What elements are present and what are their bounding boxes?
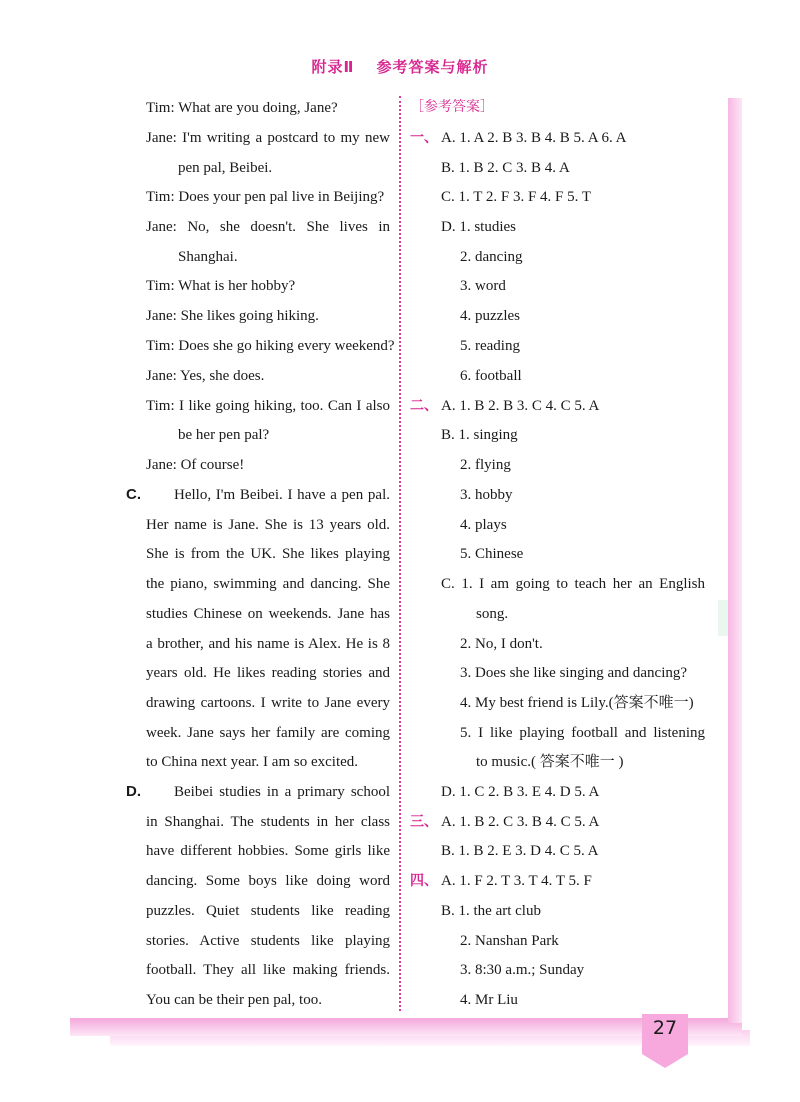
column-divider [399,96,401,1011]
passage-d-line: puzzles. Quiet students like reading [146,903,390,919]
answer-row: 3. word [460,278,506,294]
dialogue-line: Tim: I like going hiking, too. Can I also [146,398,390,414]
answer-row: A. 1. B 2. B 3. C 4. C 5. A [441,398,600,414]
answer-row: 4. My best friend is Lily.(答案不唯一) [460,695,694,711]
answer-row: 2. flying [460,457,511,473]
answer-row: 4. Mr Liu [460,992,518,1008]
dialogue-line: Jane: No, she doesn't. She lives in [146,219,390,235]
passage-d-line: football. They all like making friends. [146,962,390,978]
answer-row: song. [476,606,509,622]
passage-c-line: Hello, I'm Beibei. I have a pen pal. [174,487,390,503]
answer-row: 5. I like playing football and listening [460,725,705,741]
passage-c-line: studies Chinese on weekends. Jane has [146,606,390,622]
page-header [0,56,800,77]
answer-row: B. 1. singing [441,427,518,443]
passage-c-line: the piano, swimming and dancing. She [146,576,390,592]
answer-row: A. 1. A 2. B 3. B 4. B 5. A 6. A [441,130,627,146]
passage-c-line: She is from the UK. She likes playing [146,546,390,562]
answer-row: 3. 8:30 a.m.; Sunday [460,962,585,978]
answer-row: 2. No, I don't. [460,636,543,652]
dialogue-line: be her pen pal? [178,427,270,443]
dialogue-line: Jane: I'm writing a postcard to my new [146,130,390,146]
answer-row: C. 1. T 2. F 3. F 4. F 5. T [441,189,592,205]
dialogue-line: Jane: Of course! [146,457,245,473]
passage-c-line: years old. He likes reading stories and [146,665,390,681]
answer-row: A. 1. B 2. C 3. B 4. C 5. A [441,814,600,830]
passage-c-line: to China next year. I am so excited. [146,754,359,770]
answer-row: D. 1. studies [441,219,516,235]
answer-row: C. 1. I am going to teach her an English [441,576,705,592]
passage-d-line: You can be their pen pal, too. [146,992,322,1008]
passage-d-line: stories. Active students like playing [146,933,390,949]
section-c-label: C. [126,486,141,503]
answer-row: A. 1. F 2. T 3. T 4. T 5. F [441,873,592,889]
dialogue-line: Tim: Does your pen pal live in Beijing? [146,189,385,205]
passage-c-line: a brother, and his name is Alex. He is 8 [146,636,390,652]
dialogue-line: pen pal, Beibei. [178,160,273,176]
answer-title: ［参考答案］ [410,99,494,115]
edge-decoration [718,600,728,636]
answer-row: D. 1. C 2. B 3. E 4. D 5. A [441,784,600,800]
header-title: 参考答案与解析 [376,58,489,76]
answer-row: 5. reading [460,338,520,354]
passage-d-line: in Shanghai. The students in her class [146,814,390,830]
section-d-label: D. [126,783,141,800]
dialogue-line: Tim: What is her hobby? [146,278,296,294]
section-4-label: 四、 [410,873,438,889]
frame-shadow-right [728,98,742,1023]
section-3-label: 三、 [410,814,438,830]
passage-c-line: drawing cartoons. I write to Jane every [146,695,390,711]
answer-row: 6. football [460,368,522,384]
passage-d-line: dancing. Some boys like doing word [146,873,390,889]
answer-row: 2. Nanshan Park [460,933,559,949]
passage-c-line: week. Jane says her family are coming [146,725,390,741]
dialogue-line: Jane: Yes, she does. [146,368,265,384]
dialogue-line: Jane: She likes going hiking. [146,308,319,324]
answer-row: 4. puzzles [460,308,520,324]
passage-d-line: Beibei studies in a primary school [174,784,390,800]
section-1-label: 一、 [410,130,438,146]
answer-row: B. 1. B 2. E 3. D 4. C 5. A [441,843,599,859]
answer-row: 3. hobby [460,487,513,503]
answer-row: 3. Does she like singing and dancing? [460,665,688,681]
answer-row: 5. Chinese [460,546,524,562]
section-2-label: 二、 [410,398,438,414]
header-appendix: 附录Ⅱ [311,58,355,76]
dialogue-line: Tim: Does she go hiking every weekend? [146,338,395,354]
page-number: 27 [652,1017,678,1039]
answer-row: 4. plays [460,517,507,533]
passage-c-line: Her name is Jane. She is 13 years old. [146,517,390,533]
answer-row: to music.( 答案不唯一 ) [476,754,624,770]
answer-row: B. 1. B 2. C 3. B 4. A [441,160,570,176]
passage-d-line: have different hobbies. Some girls like [146,843,390,859]
dialogue-line: Shanghai. [178,249,238,265]
answer-row: B. 1. the art club [441,903,541,919]
answer-row: 2. dancing [460,249,523,265]
dialogue-line: Tim: What are you doing, Jane? [146,100,338,116]
